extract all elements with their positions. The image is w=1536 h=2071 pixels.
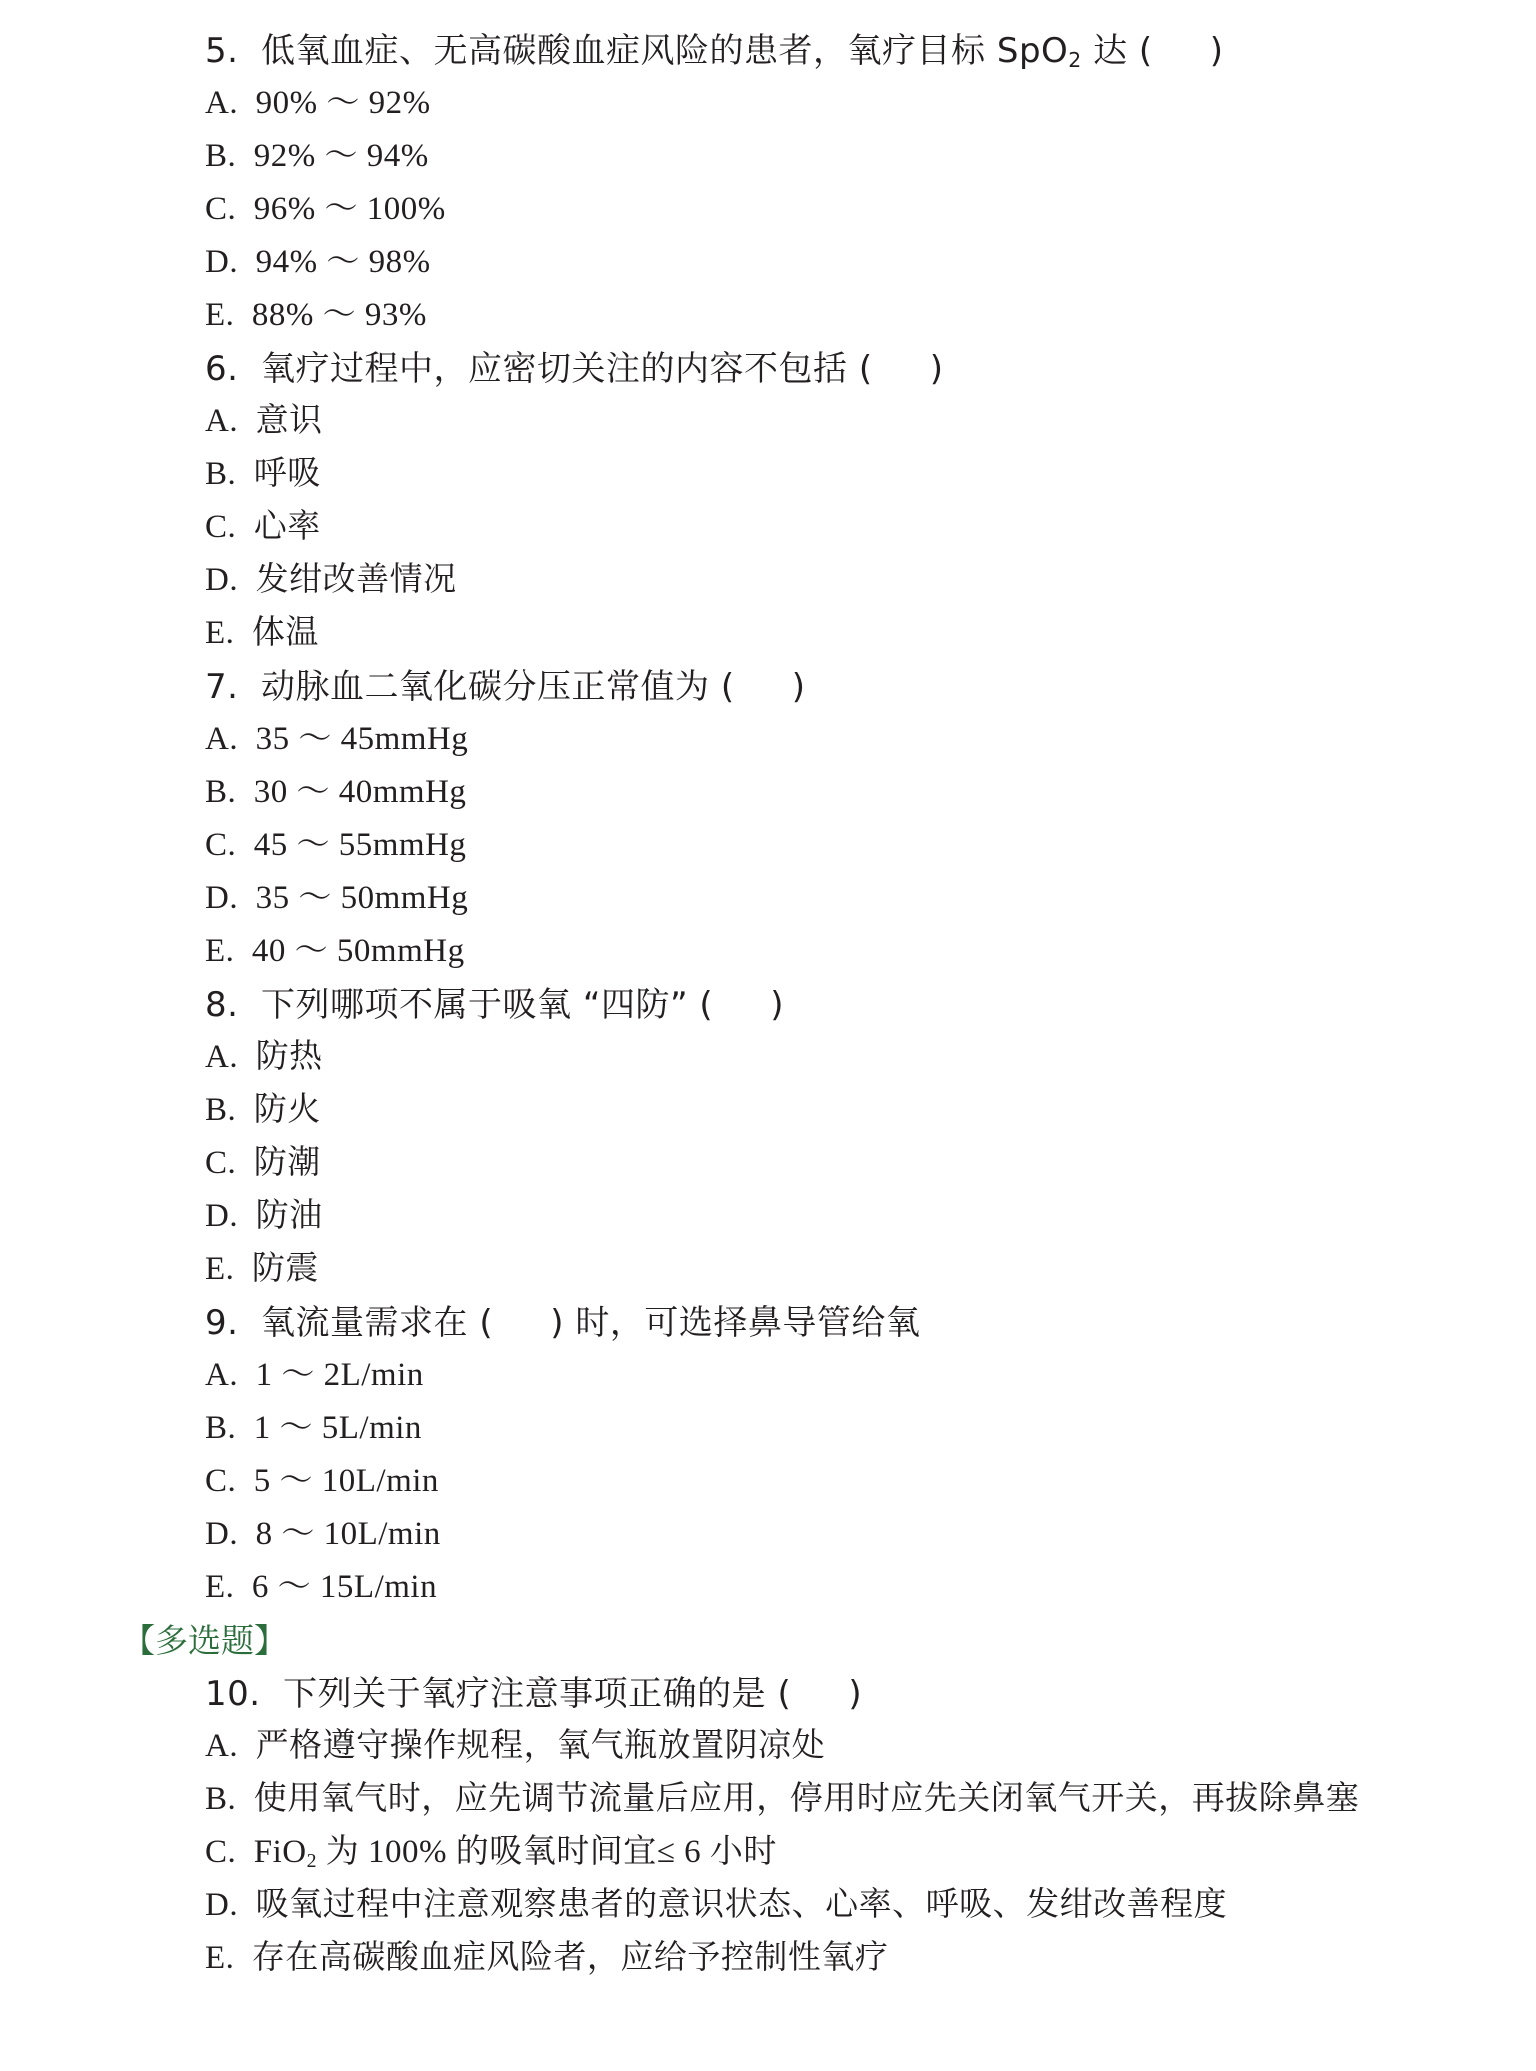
question-8-option-d: D. 防油: [205, 1198, 323, 1234]
question-9-option-b: B. 1 ～ 5L/min: [205, 1410, 422, 1446]
question-5-stem: 5. 低氧血症、无高碳酸血症风险的患者，氧疗目标 SpO$_2$ 达 ( ): [205, 31, 1224, 73]
question-7-option-a: A. 35 ～ 45mmHg: [205, 721, 469, 757]
question-10-option-c: C. FiO$_2$ 为 100% 的吸氧时间宜≤ 6 小时: [205, 1834, 777, 1872]
question-10-stem: 10. 下列关于氧疗注意事项正确的是 ( ): [205, 1674, 863, 1714]
question-10-option-a: A. 严格遵守操作规程，氧气瓶放置阴凉处: [205, 1728, 826, 1764]
question-7-option-b: B. 30 ～ 40mmHg: [205, 774, 467, 810]
question-6-option-a: A. 意识: [205, 403, 323, 439]
section-title-multiple-choice: 【多选题】: [122, 1621, 287, 1660]
question-8-option-b: B. 防火: [205, 1092, 321, 1128]
question-5-option-e: E. 88% ～ 93%: [205, 297, 427, 333]
question-6-option-b: B. 呼吸: [205, 456, 321, 492]
question-9-stem: 9. 氧流量需求在 ( ) 时，可选择鼻导管给氧: [205, 1303, 921, 1343]
question-8-option-e: E. 防震: [205, 1251, 319, 1287]
question-9-option-a: A. 1 ～ 2L/min: [205, 1357, 424, 1393]
question-5-option-d: D. 94% ～ 98%: [205, 244, 431, 280]
question-7-option-e: E. 40 ～ 50mmHg: [205, 933, 465, 969]
question-6-option-c: C. 心率: [205, 509, 321, 545]
question-6-stem: 6. 氧疗过程中，应密切关注的内容不包括 ( ): [205, 349, 944, 389]
question-7-option-d: D. 35 ～ 50mmHg: [205, 880, 469, 916]
question-7-stem: 7. 动脉血二氧化碳分压正常值为 ( ): [205, 667, 806, 707]
question-9-option-e: E. 6 ～ 15L/min: [205, 1569, 438, 1605]
question-8-stem: 8. 下列哪项不属于吸氧 “四防” ( ): [205, 985, 785, 1025]
question-10-option-d: D. 吸氧过程中注意观察患者的意识状态、心率、呼吸、发绀改善程度: [205, 1887, 1228, 1923]
question-5-option-c: C. 96% ～ 100%: [205, 191, 446, 227]
question-5-option-a: A. 90% ～ 92%: [205, 85, 431, 121]
question-7-option-c: C. 45 ～ 55mmHg: [205, 827, 467, 863]
question-6-option-e: E. 体温: [205, 615, 319, 651]
question-8-option-a: A. 防热: [205, 1039, 323, 1075]
question-10-option-b: B. 使用氧气时，应先调节流量后应用，停用时应先关闭氧气开关，再拔除鼻塞: [205, 1781, 1360, 1817]
question-6-option-d: D. 发绀改善情况: [205, 562, 457, 598]
question-10-option-e: E. 存在高碳酸血症风险者，应给予控制性氧疗: [205, 1940, 889, 1976]
question-8-option-c: C. 防潮: [205, 1145, 321, 1181]
question-9-option-d: D. 8 ～ 10L/min: [205, 1516, 441, 1552]
question-9-option-c: C. 5 ～ 10L/min: [205, 1463, 439, 1499]
question-5-option-b: B. 92% ～ 94%: [205, 138, 429, 174]
